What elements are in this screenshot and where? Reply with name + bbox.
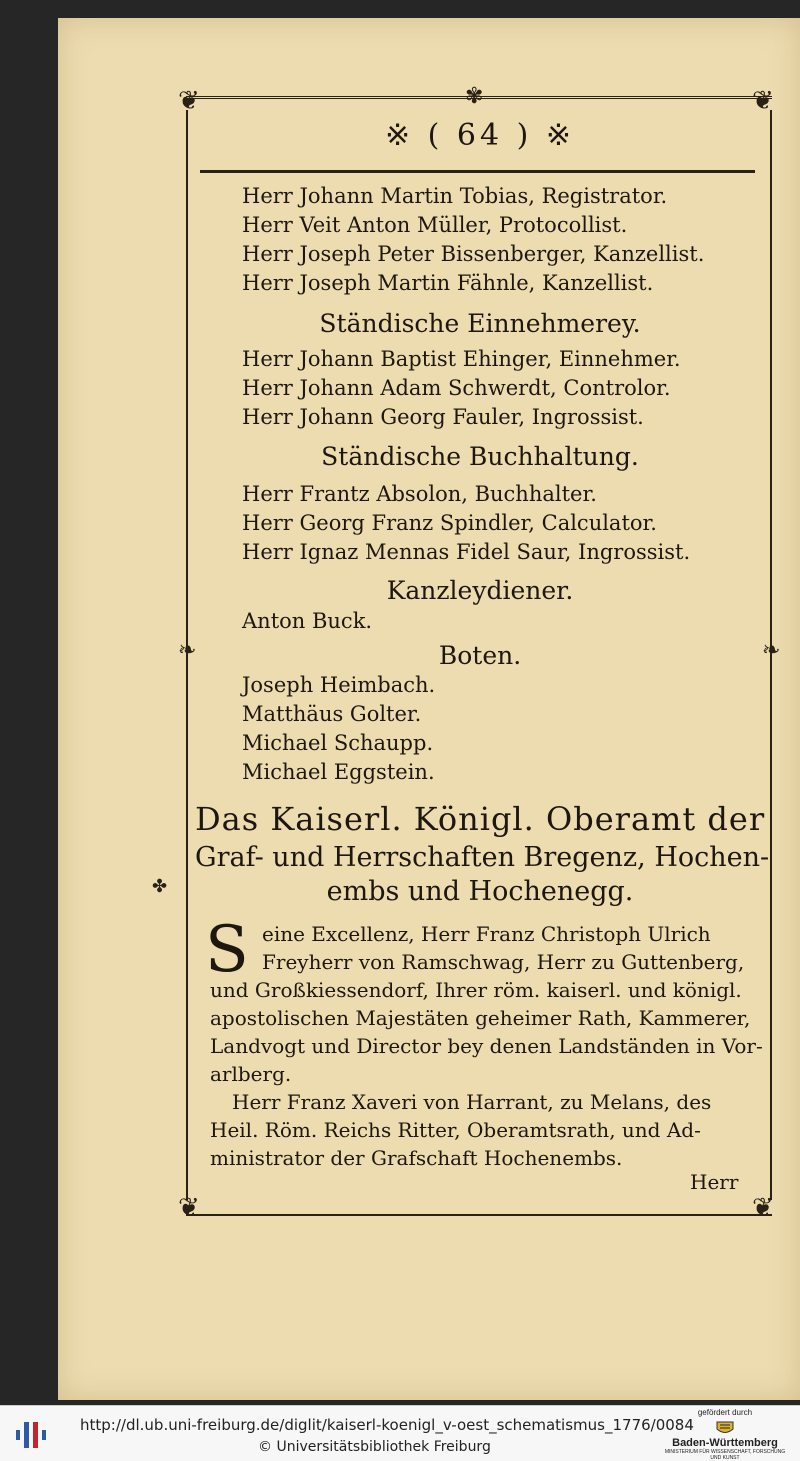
margin-mark-icon: ✤: [152, 876, 168, 897]
entry-line: Joseph Heimbach.: [242, 673, 436, 697]
viewer-footer: [0, 1405, 800, 1461]
paragraph-line: und Großkiessendorf, Ihrer röm. kaiserl. und königl.: [210, 978, 742, 1002]
entry-line: Herr Johann Georg Fauler, Ingrossist.: [242, 405, 644, 429]
side-ornament-icon: ❧: [762, 638, 781, 663]
coat-of-arms-icon: [713, 1420, 737, 1436]
paragraph-line: arlberg.: [210, 1062, 292, 1086]
paragraph-line: Freyherr von Ramschwag, Herr zu Guttenberg,: [262, 950, 745, 974]
entry-line: Anton Buck.: [242, 609, 373, 633]
paragraph-line: apostolischen Majestäten geheimer Rath, Kammerer,: [210, 1006, 751, 1030]
entry-line: Michael Eggstein.: [242, 760, 435, 784]
permalink-link[interactable]: http://dl.ub.uni-freiburg.de/diglit/kaiserl-koenigl_v-oest_schematismus_1776/0084: [80, 1416, 694, 1434]
paragraph-line: Heil. Röm. Reichs Ritter, Oberamtsrath, und Ad-: [210, 1118, 701, 1142]
paragraph-line: Herr Franz Xaveri von Harrant, zu Melans, des: [232, 1090, 712, 1114]
entry-line: Matthäus Golter.: [242, 702, 422, 726]
header-rule: [200, 170, 755, 173]
section-subtitle: embs und Hochenegg.: [326, 876, 634, 907]
entry-line: Herr Georg Franz Spindler, Calculator.: [242, 511, 657, 535]
paragraph-line: eine Excellenz, Herr Franz Christoph Ulrich: [262, 922, 711, 946]
entry-line: Herr Joseph Martin Fähnle, Kanzellist.: [242, 271, 654, 295]
library-logo-icon: [14, 1416, 52, 1452]
drop-cap: S: [205, 913, 249, 987]
side-ornament-icon: ❧: [178, 638, 197, 663]
funder-logo: [660, 1408, 790, 1461]
entry-line: Herr Johann Adam Schwerdt, Controlor.: [242, 376, 671, 400]
funder-sup-text: gefördert durch: [697, 1408, 753, 1417]
catchword: Herr: [690, 1170, 739, 1194]
section-heading: Ständische Einnehmerey.: [319, 309, 641, 338]
copyright-text: © Universitätsbibliothek Freiburg: [258, 1439, 491, 1455]
entry-line: Herr Joseph Peter Bissenberger, Kanzellist.: [242, 242, 705, 266]
corner-ornament-icon: ❦: [752, 1193, 774, 1223]
corner-ornament-icon: ❦: [178, 86, 200, 116]
paragraph-line: Landvogt und Director bey denen Landständen in Vor-: [210, 1034, 763, 1058]
top-center-ornament-icon: ✾: [465, 84, 484, 109]
section-heading: Boten.: [438, 641, 522, 670]
page-number: ※ ( 64 ) ※: [385, 118, 575, 153]
section-subtitle: Graf- und Herrschaften Bregenz, Hochen-: [195, 842, 770, 873]
paragraph-line: ministrator der Grafschaft Hochenembs.: [210, 1146, 623, 1170]
funder-subtitle: MINISTERIUM FÜR WISSENSCHAFT, FORSCHUNG UND KUNST: [664, 1449, 786, 1461]
entry-line: Herr Johann Baptist Ehinger, Einnehmer.: [242, 347, 681, 371]
ornamental-border-bottom: [186, 1214, 772, 1216]
corner-ornament-icon: ❦: [752, 86, 774, 116]
funder-name: Baden-Württemberg: [672, 1437, 778, 1449]
entry-line: Herr Veit Anton Müller, Protocollist.: [242, 213, 628, 237]
entry-line: Michael Schaupp.: [242, 731, 434, 755]
section-heading: Ständische Buchhaltung.: [321, 442, 639, 471]
entry-line: Herr Frantz Absolon, Buchhalter.: [242, 482, 597, 506]
section-heading: Kanzleydiener.: [386, 576, 574, 605]
corner-ornament-icon: ❦: [178, 1193, 200, 1223]
entry-line: Herr Ignaz Mennas Fidel Saur, Ingrossist.: [242, 540, 691, 564]
entry-line: Herr Johann Martin Tobias, Registrator.: [242, 184, 668, 208]
section-title: Das Kaiserl. Königl. Oberamt der: [195, 800, 766, 838]
